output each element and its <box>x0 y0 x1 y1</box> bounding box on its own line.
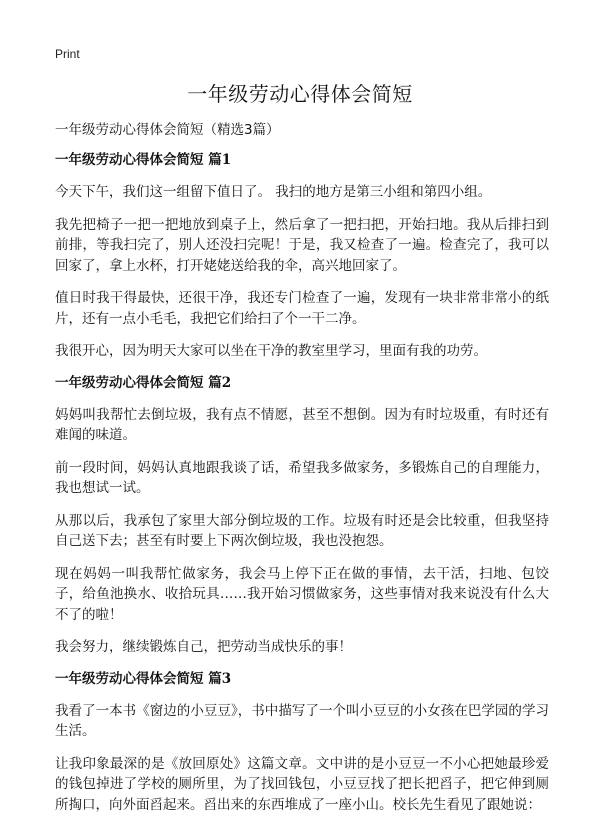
section-2 <box>55 374 549 658</box>
section-heading: 一年级劳动心得体会简短 篇2 <box>55 374 232 391</box>
paragraph: 值日时我干得最快，还很干净，我还专门检查了一遍，发现有一块非常非常小的纸片，还有一点小毛毛，我把它们给扫了个一干二净。 <box>55 290 549 327</box>
section-1 <box>55 151 549 362</box>
paragraph: 现在妈妈一叫我帮忙做家务，我会马上停下正在做的事情，去干活，扫地、包饺子，给鱼池换水、收拾玩具……我开始习惯做家务，这些事情对我来说没有什么大不了的啦！ <box>55 565 549 623</box>
paragraph: 我看了一本书《窗边的小豆豆》，书中描写了一个叫小豆豆的小女孩在巴学园的学习生活。 <box>55 702 549 739</box>
article-body <box>55 121 549 827</box>
article-subtitle: 一年级劳动心得体会简短（精选3篇） <box>55 122 280 138</box>
paragraph: 妈妈叫我帮忙去倒垃圾，我有点不情愿，甚至不想倒。因为有时垃圾重，有时还有难闻的味道。 <box>55 406 549 443</box>
paragraph: 我会努力，继续锻炼自己，把劳动当成快乐的事！ <box>55 639 352 655</box>
paragraph: 从那以后，我承包了家里大部分倒垃圾的工作。垃圾有时还是会比较重，但我坚持自己送下去；甚至有时要上下两次倒垃圾，我也没抱怨。 <box>55 512 549 549</box>
paragraph: 我先把椅子一把一把地放到桌子上，然后拿了一把扫把，开始扫地。我从后排扫到前排，等我扫完了，别人还没扫完呢！于是，我又检查了一遍。检查完了，我可以回家了，拿上水杯，打开姥姥送给我的伞，高兴地回家了。 <box>55 216 549 274</box>
section-heading: 一年级劳动心得体会简短 篇1 <box>55 152 232 168</box>
section-3 <box>55 670 549 816</box>
print-link[interactable]: Print <box>55 47 80 61</box>
paragraph: 我很开心，因为明天大家可以坐在干净的教室里学习，里面有我的功劳。 <box>55 343 487 359</box>
paragraph: 让我印象最深的是《放回原处》这篇文章。文中讲的是小豆豆一不小心把她最珍爱的钱包掉进了学校的厕所里，为了找回钱包，小豆豆找了把长把舀子，把它伸到厕所掏口，向外面舀起来。舀出来的东西堆成了一座小山。校长先生看见了跟她说： <box>55 755 549 813</box>
page-title: 一年级劳动心得体会简短 <box>187 82 413 106</box>
section-heading: 一年级劳动心得体会简短 篇3 <box>55 670 232 687</box>
paragraph: 今天下午，我们这一组留下值日了。 我扫的地方是第三小组和第四小组。 <box>55 184 492 200</box>
paragraph: 前一段时间，妈妈认真地跟我谈了话，希望我多做家务，多锻炼自己的自理能力，我也想试一试。 <box>55 459 549 496</box>
